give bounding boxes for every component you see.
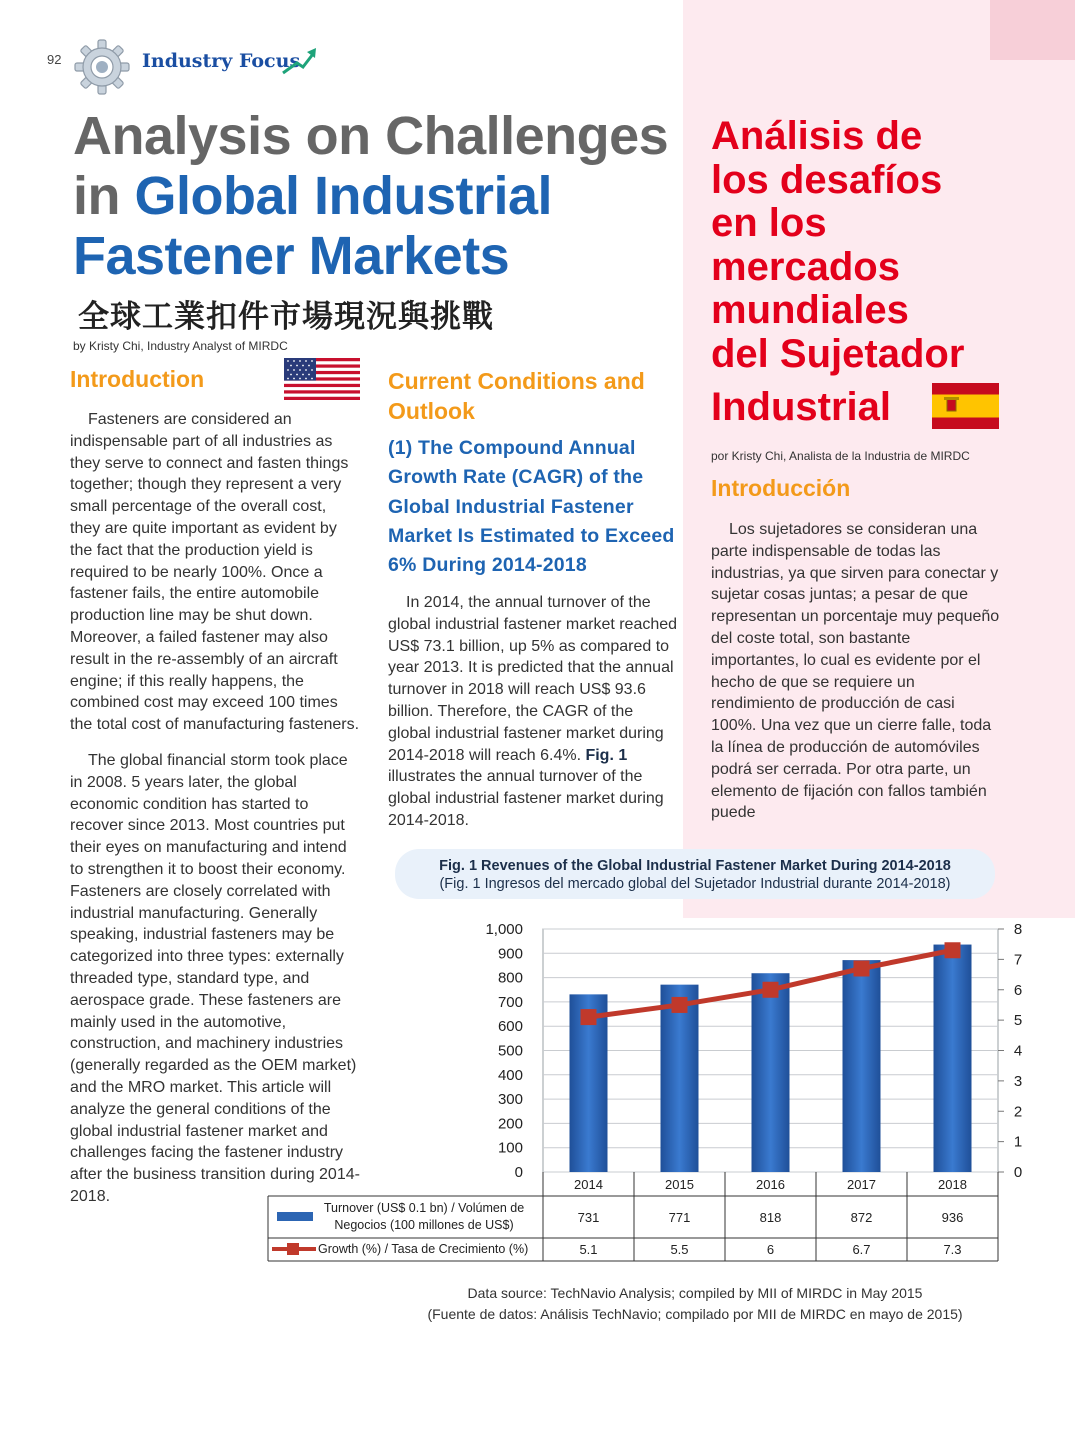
growth-series-line: [589, 950, 953, 1017]
growth-point-2014: [581, 1009, 597, 1025]
y-left-tick-label: 700: [497, 993, 523, 1011]
y-left-tick-label: 900: [497, 945, 523, 963]
intro-heading-es: Introducción: [711, 475, 851, 501]
title-es-line: Análisis de: [711, 114, 923, 158]
y-left-tick-label: 500: [497, 1042, 523, 1060]
spain-flag-icon: [932, 383, 999, 429]
growth-point-2015: [672, 997, 688, 1013]
data-source: [395, 1283, 995, 1325]
legend-growth-label: Growth (%) / Tasa de Crecimiento (%): [318, 1242, 529, 1256]
y-right-tick-label: 7: [1013, 951, 1023, 969]
table-growth-value: 6.7: [852, 1242, 871, 1257]
title-es-line: los desafíos: [711, 157, 943, 202]
legend-turnover-swatch: [277, 1212, 313, 1221]
figure-caption-subtitle: (Fig. 1 Ingresos del mercado global del Sujetador Industrial durante 2014-2018): [439, 876, 951, 892]
x-category-label: 2017: [847, 1177, 876, 1192]
intro-body-es: [711, 519, 1001, 824]
y-left-tick-label: 400: [497, 1066, 523, 1084]
fig-reference[interactable]: Fig. 1: [585, 746, 628, 764]
bar-turnover-2016: [752, 973, 790, 1172]
byline-en: by Kristy Chi, Industry Analyst of MIRDC: [73, 339, 288, 353]
title-es-line: mundiales: [711, 288, 909, 332]
title-line-1: Analysis on Challenges: [73, 106, 669, 166]
chart-data-table: [268, 1172, 998, 1261]
cagr-subheading: (1) The Compound Annual Growth Rate (CAGR) of the Global Industrial Fastener Market Is Estimated to Exceed 6% During 2014-2018: [388, 437, 675, 577]
table-growth-value: 7.3: [943, 1242, 962, 1257]
plot-area: [543, 929, 998, 1172]
legend-turnover-label: Turnover (US$ 0.1 bn) / Volúmen de: [323, 1201, 525, 1215]
title-line-3: Fastener Markets: [73, 226, 510, 286]
chart-gridlines: [543, 929, 998, 1172]
cagr-paragraph-start: In 2014, the annual turnover of the global industrial fastener market reached US$ 73.1 billion, up 5% as compared to year 2013. It is predicted that the annual turnover in 2018 will reach US$ 93.6 billion. Therefore, the CAGR of the global industrial fastener market during 2014-2018 will reach 6.4%.: [388, 594, 678, 764]
y-left-tick-label: 800: [497, 969, 523, 987]
table-turnover-value: 731: [577, 1210, 600, 1225]
trend-arrow-icon: [282, 46, 318, 76]
table-turnover-value: 771: [668, 1210, 691, 1225]
y-left-tick-label: 0: [514, 1164, 523, 1181]
section-label: Industry Focus: [142, 50, 301, 72]
corner-decoration: [990, 0, 1075, 60]
table-turnover-value: 936: [941, 1210, 964, 1225]
figure-caption-title: Fig. 1 Revenues of the Global Industrial Fastener Market During 2014-2018: [439, 858, 951, 874]
page-number: 92: [47, 52, 62, 67]
us-flag-icon: [284, 358, 360, 400]
y-left-tick-label: 1,000: [485, 921, 523, 938]
title-es-line: en los: [711, 201, 827, 245]
article-title-es: [711, 115, 1051, 430]
y-right-tick-label: 5: [1013, 1012, 1023, 1030]
intro-heading-en: Introduction: [70, 366, 205, 392]
cagr-paragraph-end: illustrates the annual turnover of the global industrial fastener market during 2014-2018.: [388, 768, 664, 829]
x-category-label: 2014: [574, 1177, 603, 1192]
data-source-es: (Fuente de datos: Análisis TechNavio; compilado por MII de MIRDC en mayo de 2015): [427, 1306, 963, 1322]
chart-bars: [570, 945, 972, 1172]
chart-axes: [485, 921, 1022, 1181]
x-category-label: 2016: [756, 1177, 785, 1192]
article-title-en: [73, 106, 693, 286]
table-growth-value: 5.5: [670, 1242, 689, 1257]
legend-growth-marker: [287, 1243, 299, 1255]
table-turnover-value: 872: [850, 1210, 873, 1225]
current-conditions-heading: Current Conditions and Outlook: [388, 368, 645, 424]
growth-point-2018: [945, 942, 961, 958]
intro-paragraph-2: The global financial storm took place in 2008. 5 years later, the global economic condition has started to recover since 2013. Most countries put their eyes on manufacturing and intend to strengthen it to boost their economy. Fasteners are closely correlated with industrial manufacturing. Generally speaking, industrial fasteners may be categorized into three types: externally threaded type, standard type, and aerospace grade. These fasteners are mainly used in the automotive, construction, and machinery industries (generally regarded as the OEM market) and the MRO market. This article will analyze the general conditions of the global industrial fastener market and challenges facing the fastener industry after the business transition during 2014-2018.: [70, 751, 360, 1205]
byline-es: por Kristy Chi, Analista de la Industria de MIRDC: [711, 449, 970, 463]
growth-point-2016: [763, 982, 779, 998]
table-growth-value: 5.1: [579, 1242, 598, 1257]
y-right-tick-label: 2: [1013, 1103, 1023, 1121]
title-line-2: Global Industrial: [134, 166, 553, 226]
legend-turnover-label: Negocios (100 millones de US$): [334, 1218, 514, 1232]
x-category-label: 2018: [938, 1177, 967, 1192]
y-right-tick-label: 4: [1013, 1042, 1023, 1060]
y-right-tick-label: 1: [1013, 1133, 1023, 1151]
table-growth-value: 6: [766, 1242, 775, 1257]
title-in-word: in: [73, 166, 120, 226]
intro-paragraph-1: Fasteners are considered an indispensable part of all industries as they serve to connect and fasten things together; though they represent a very small percentage of the overall cost, they are quite important as evident by the fact that the production yield is required to be nearly 100%. Once a fastener fails, the entire automobile production line may be shut down. Moreover, a failed fastener may also result in the re-assembly of an aircraft engine; if this really happens, the combined cost may exceed 100 times the total cost of manufacturing fasteners.: [70, 411, 360, 734]
x-category-label: 2015: [665, 1177, 694, 1192]
title-es-line: mercados: [711, 244, 900, 289]
bar-turnover-2018: [934, 945, 972, 1172]
y-left-tick-label: 200: [497, 1115, 523, 1133]
figure-caption: [395, 849, 995, 899]
intro-body-en: [70, 409, 360, 1208]
bar-turnover-2017: [843, 960, 881, 1172]
data-source-en: Data source: TechNavio Analysis; compiled by MII of MIRDC in May 2015: [467, 1285, 923, 1301]
table-turnover-value: 818: [759, 1210, 782, 1225]
growth-point-2017: [854, 960, 870, 976]
bar-turnover-2014: [570, 994, 608, 1172]
intro-paragraph-es: Los sujetadores se consideran una parte indispensable de todas las industrias, ya que sirven para conectar y sujetar cosas juntas; a pesar de que representan un porcentaje muy pequeño del coste total, son bastante importantes, lo cual es evidente por el hecho de que se requiere un rendimiento de producción de casi 100%. Una vez que un cierre falle, toda la línea de producción de automóviles podrá ser cerrada. Por otra parte, un elemento de fijación con fallos también puede: [711, 521, 1000, 822]
chart-growth-line: [581, 942, 961, 1025]
title-es-line: del Sujetador: [711, 331, 965, 376]
title-es-line: Industrial: [711, 385, 892, 429]
bar-turnover-2015: [661, 985, 699, 1172]
cagr-body: [388, 592, 678, 832]
article-title-zh: 全球工業扣件市場現況與挑戰: [78, 299, 494, 335]
y-left-tick-label: 100: [497, 1139, 523, 1157]
gear-icon: [73, 38, 131, 96]
y-right-tick-label: 6: [1013, 981, 1023, 999]
y-left-tick-label: 300: [497, 1091, 523, 1109]
y-left-tick-label: 600: [497, 1018, 523, 1036]
y-right-tick-label: 0: [1013, 1164, 1023, 1181]
y-right-tick-label: 8: [1013, 921, 1023, 938]
y-right-tick-label: 3: [1013, 1072, 1023, 1090]
